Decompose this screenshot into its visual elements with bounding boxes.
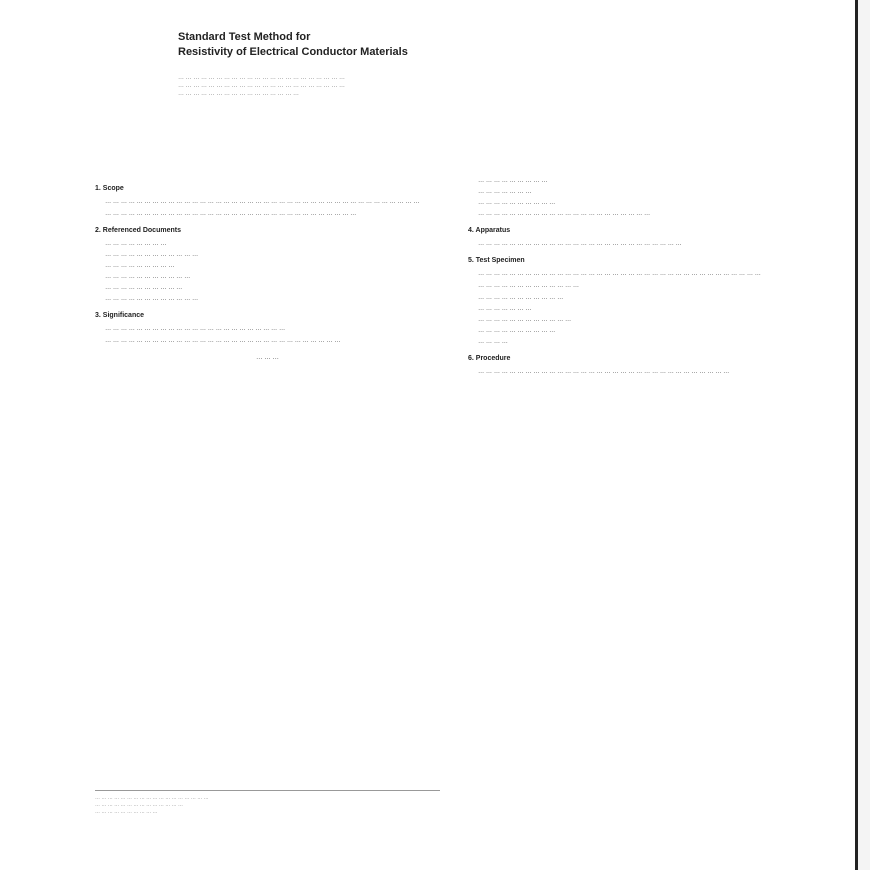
section-heading: 1. Scope [95,185,124,192]
paragraph-blurred: … … … … … … … … … … … … … … … … … … … … … … … [105,325,286,332]
list-item-blurred: … … … … … … … … … … … … [105,295,199,302]
list-item-blurred: … … … … … … … … … [105,262,175,269]
paragraph-blurred: … … … … … … … … … … … … … … … … … … … … … … … … … … … … … … … … [105,210,357,217]
equation-blurred: … … … [255,354,280,361]
paragraph-blurred: … … … … … … … … … … … … … … … … … … … … … … … … … … … … … … [105,337,341,344]
list-item-blurred: … … … … … … … … … … [478,199,556,206]
list-item-blurred: … … … … … … … [478,305,532,312]
list-item-blurred: … … … … [478,338,508,345]
paragraph-blurred: … … … … … … … … … … … … … … … … … … … … … … … … … … … … … … … … … … … … … … … … [105,198,420,205]
list-item-blurred: … … … … … … … [478,188,532,195]
paragraph-blurred: … … … … … … … … … … … … … … … … … … … … … … … … … … … … … … … … … … … … [478,270,761,277]
title-block [178,30,738,98]
section-heading: 6. Procedure [468,355,511,362]
document-title-line1: Standard Test Method for [178,31,311,43]
list-item-blurred: … … … … … … … … … … [478,327,556,334]
paragraph-blurred: … … … … … … … … … … … … … [478,282,580,289]
section-heading: 3. Significance [95,312,145,319]
list-item-blurred: … … … … … … … … … … … … [478,316,572,323]
list-item-blurred: … … … … … … … … … [478,177,548,184]
list-item-blurred: … … … … … … … … … … … [478,294,564,301]
list-item-blurred: … … … … … … … … … … … [105,273,191,280]
section-heading: 2. Referenced Documents [95,227,181,234]
section-heading: 4. Apparatus [468,227,511,234]
title-note-blurred: … … … … … … … … … … … … … … … … … … … … … … … … … … … … … … … … … … … … … … … … … … … … … … … … … … … … … … … … … … … … [178,75,346,97]
paragraph-blurred: … … … … … … … … … … … … … … … … … … … … … … … … … … [478,240,682,247]
paragraph-blurred: … … … … … … … … … … … … … … … … … … … … … … [478,210,651,217]
list-item-blurred: … … … … … … … … … … … … [105,251,199,258]
list-item-blurred: … … … … … … … … [105,240,167,247]
left-column [95,176,440,370]
footnotes-blurred: … … … … … … … … … … … … … … … … … … … … … … … … … … … … … … … … … … … … … … … … … … [95,790,440,816]
document-title-line2: Resistivity of Electrical Conductor Materials [178,46,408,58]
right-column [468,176,813,379]
paragraph-blurred: … … … … … … … … … … … … … … … … … … … … … … … … … … … … … … … … [478,368,730,375]
list-item-blurred: … … … … … … … … … … [105,284,183,291]
section-heading: 5. Test Specimen [468,257,525,264]
